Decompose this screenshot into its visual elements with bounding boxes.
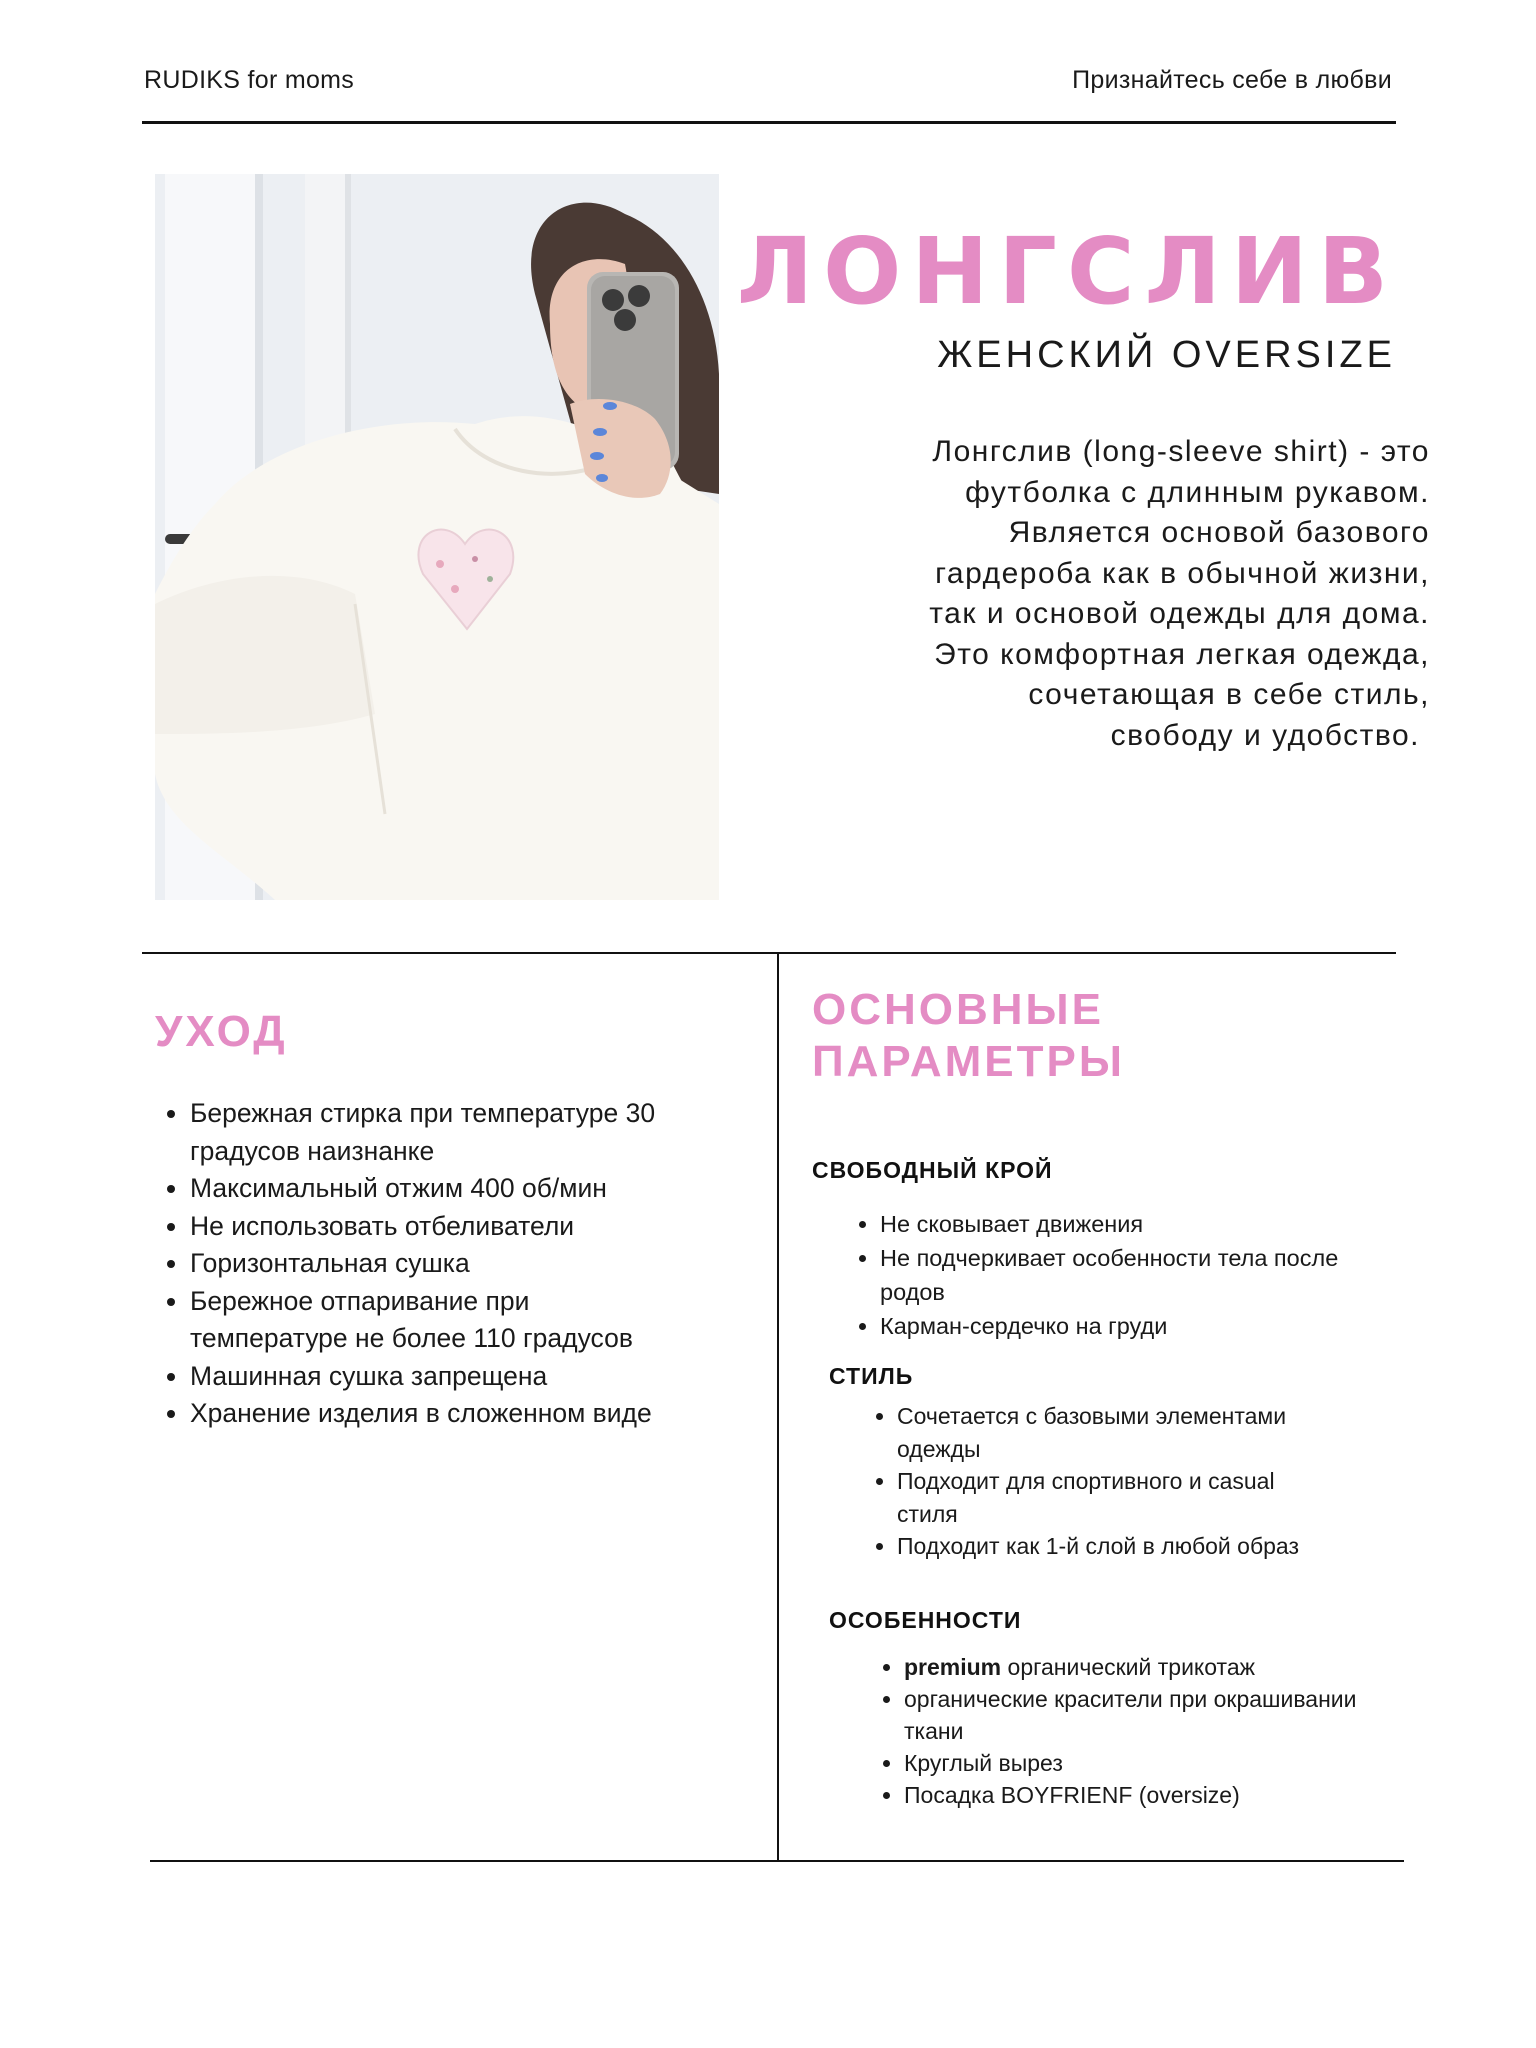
care-list <box>150 1095 670 1433</box>
list-item: • Подходит как 1-й слой в любой образ <box>897 1530 1337 1563</box>
product-title: ЛОНГСЛИВ <box>736 218 1398 325</box>
list-item: • Карман-сердечко на груди <box>880 1309 1360 1343</box>
column-divider <box>777 952 779 1861</box>
list-item: • Не использовать отбеливатели <box>190 1208 670 1246</box>
list-item: • Бережная стирка при температуре 30 градусов наизнанке <box>190 1095 670 1170</box>
list-item: • органические красители при окрашивании ткани <box>904 1683 1384 1747</box>
cut-heading: СВОБОДНЫЙ КРОЙ <box>812 1157 1053 1183</box>
description-line: так и основой одежды для дома. <box>929 597 1430 630</box>
product-photo <box>155 174 719 900</box>
list-item: • Сочетается с базовыми элементами одежды <box>897 1400 1337 1465</box>
list-item: • Хранение изделия в сложенном виде <box>190 1395 670 1433</box>
product-description <box>810 432 1430 756</box>
header-tagline: Признайтесь себе в любви <box>1072 66 1392 94</box>
feature-text: органический трикотаж <box>1001 1654 1255 1680</box>
params-heading <box>812 984 1125 1088</box>
cut-list <box>840 1207 1360 1343</box>
description-line: Это комфортная легкая одежда, <box>934 637 1430 671</box>
list-item: • Подходит для спортивного и casual стиля <box>897 1465 1337 1530</box>
premium-label: premium <box>904 1654 1002 1680</box>
description-line: Лонгслив (long-sleeve shirt) - это <box>932 435 1430 468</box>
brand-name: RUDIKS for moms <box>144 66 355 94</box>
description-line: сочетающая в себе стиль, <box>1028 678 1430 711</box>
params-heading-line: ОСНОВНЫЕ <box>812 985 1104 1034</box>
top-divider <box>142 121 1396 124</box>
list-item: • Машинная сушка запрещена <box>190 1358 670 1396</box>
list-item: • Не сковывает движения <box>880 1207 1360 1241</box>
list-item: • Круглый вырез <box>904 1747 1384 1779</box>
features-heading: ОСОБЕННОСТИ <box>829 1607 1022 1633</box>
list-item: • Не подчеркивает особенности тела после родов <box>880 1241 1360 1309</box>
list-item: • Максимальный отжим 400 об/мин <box>190 1170 670 1208</box>
list-item: • Посадка BOYFRIENF (oversize) <box>904 1779 1384 1811</box>
params-heading-line: ПАРАМЕТРЫ <box>812 1037 1125 1086</box>
features-list <box>864 1651 1384 1811</box>
list-item: • Бережное отпаривание при температуре не более 110 градусов <box>190 1283 670 1358</box>
style-heading: СТИЛЬ <box>829 1363 914 1389</box>
description-line: свободу и удобство. <box>1110 718 1420 752</box>
description-line: Является основой базового <box>1008 516 1430 549</box>
description-line: футболка с длинным рукавом. <box>965 475 1430 509</box>
bottom-divider <box>150 1860 1404 1862</box>
product-subtitle: ЖЕНСКИЙ OVERSIZE <box>937 334 1396 376</box>
middle-divider <box>142 952 1396 954</box>
list-item: • Горизонтальная сушка <box>190 1245 670 1283</box>
care-heading: УХОД <box>155 1007 288 1056</box>
style-list <box>857 1400 1337 1563</box>
description-line: гардероба как в обычной жизни, <box>935 556 1430 590</box>
list-item <box>904 1651 1384 1683</box>
